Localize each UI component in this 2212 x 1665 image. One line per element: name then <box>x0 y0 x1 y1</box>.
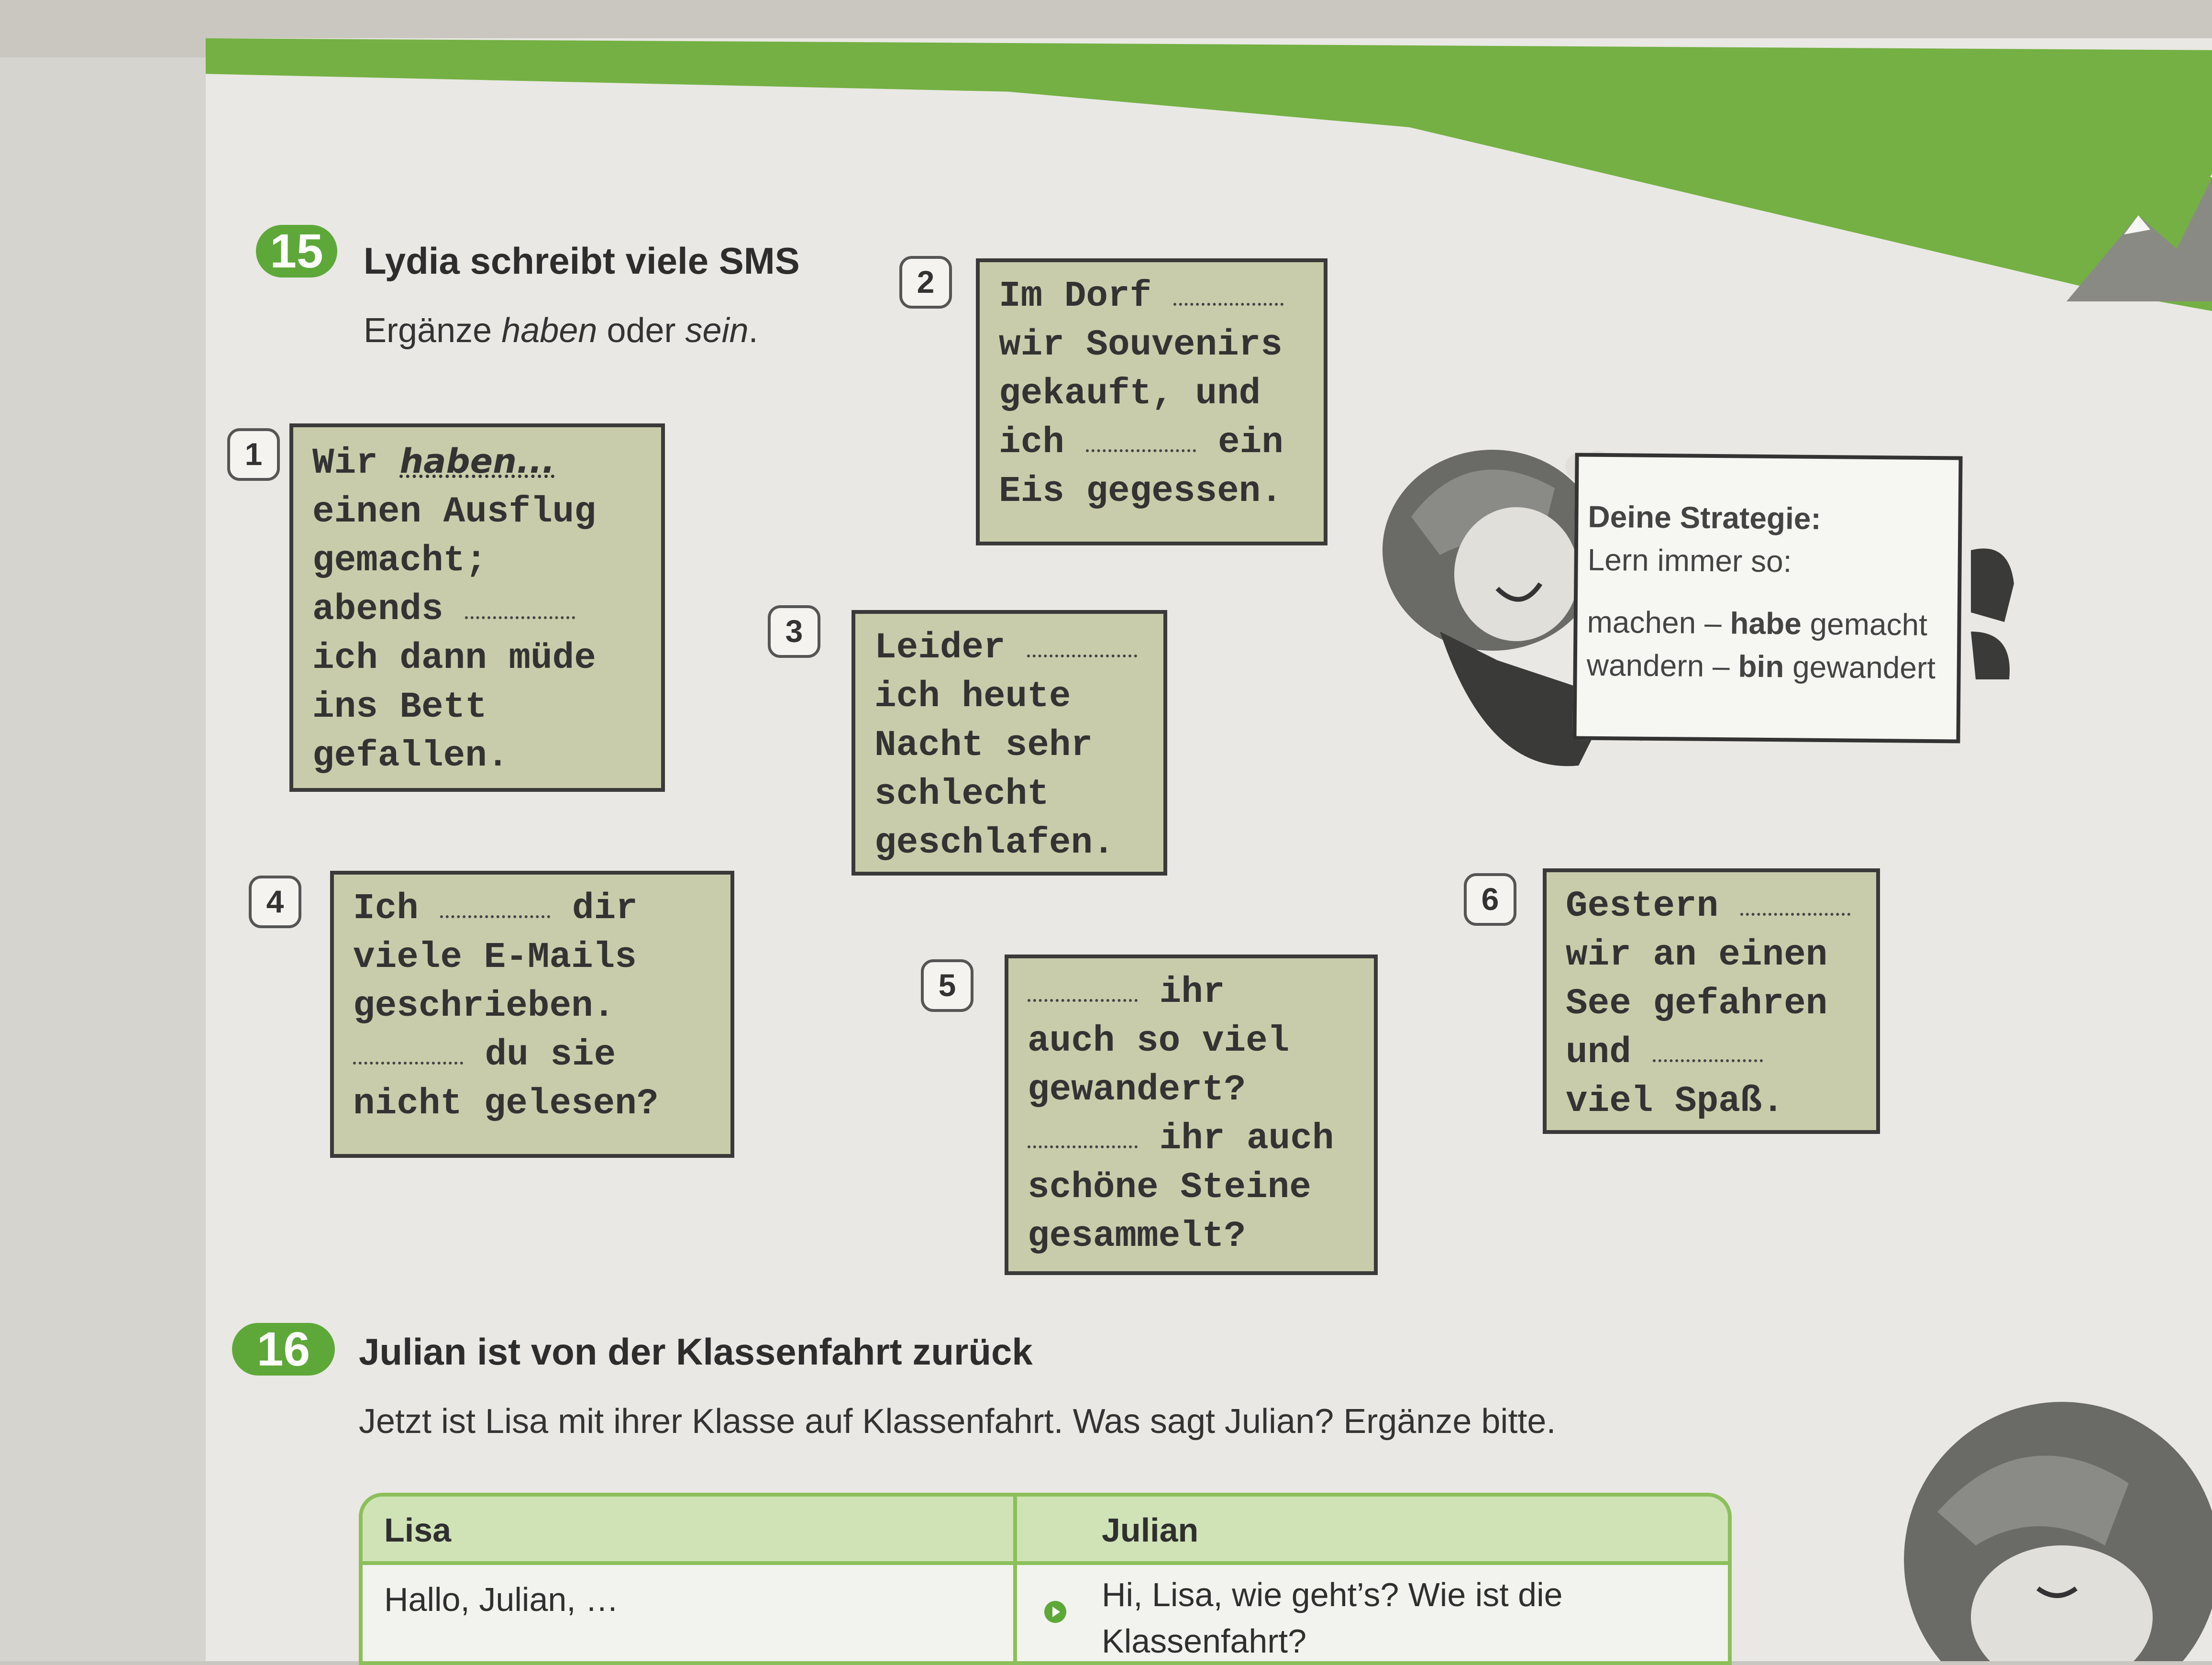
sms-number-badge: 5 <box>921 959 973 1012</box>
answer-blank[interactable] <box>1028 989 1138 1002</box>
sms-box-4: Ich dir viele E-Mails geschrieben. du sie nicht gelesen? <box>330 871 734 1158</box>
table-cell-lisa: Hallo, Julian, … <box>384 1581 619 1618</box>
sms-number-badge: 2 <box>899 256 952 309</box>
table-cell-julian-line1: Hi, Lisa, wie geht’s? Wie ist die <box>1102 1576 1563 1613</box>
answer-blank[interactable] <box>1740 903 1850 916</box>
sms-box-5: ihr auch so viel gewandert? ihr auch schöne Steine gesammelt? <box>1005 955 1378 1275</box>
girl-head-illustration <box>1880 1388 2212 1661</box>
filled-answer: haben... <box>399 442 555 481</box>
answer-blank[interactable] <box>1173 293 1283 306</box>
answer-blank[interactable] <box>1028 1136 1138 1148</box>
exercise-number-badge: 16 <box>232 1323 335 1376</box>
column-divider <box>1013 1497 1017 1661</box>
sms-number-badge: 6 <box>1464 873 1516 926</box>
answer-blank[interactable] <box>440 906 550 918</box>
strategy-title: Deine Strategie: <box>1588 499 1822 536</box>
exercise-instruction: Jetzt ist Lisa mit ihrer Klasse auf Klassenfahrt. Was sagt Julian? Ergänze bitte. <box>359 1402 1556 1441</box>
dialogue-table <box>359 1493 1732 1665</box>
exercise-title: Julian ist von der Klassenfahrt zurück <box>359 1331 1033 1373</box>
strategy-subtitle: Lern immer so: <box>1587 542 1792 579</box>
mountain-icon <box>2067 144 2212 301</box>
row-divider <box>363 1561 1728 1565</box>
table-cell-julian-line2: Klassenfahrt? <box>1102 1622 1307 1660</box>
answer-blank[interactable] <box>1653 1050 1763 1062</box>
sms-box-6: Gestern wir an einen See gefahren und viel Spaß. <box>1543 868 1880 1134</box>
left-page-edge <box>0 57 210 1661</box>
answer-blank[interactable] <box>1086 440 1196 452</box>
exercise-number-badge: 15 <box>256 225 337 278</box>
sms-number-badge: 1 <box>227 428 280 481</box>
answer-blank[interactable] <box>465 607 575 619</box>
sms-number-badge: 4 <box>249 876 301 928</box>
exercise-instruction: Ergänze haben oder sein. <box>364 311 758 350</box>
header-lisa: Lisa <box>384 1511 452 1549</box>
sms-number-badge: 3 <box>768 605 820 658</box>
header-julian: Julian <box>1102 1511 1199 1549</box>
play-bullet-icon <box>1044 1601 1066 1623</box>
sms-box-2: Im Dorf wir Souvenirs gekauft, und ich ein Eis gegessen. <box>976 258 1327 545</box>
strategy-example-1: machen – habe gemacht <box>1587 604 1928 642</box>
strategy-example-2: wandern – bin gewandert <box>1586 647 1936 686</box>
exercise-title: Lydia schreibt viele SMS <box>364 240 800 282</box>
sms-box-3: Leider ich heute Nacht sehr schlecht geschlafen. <box>852 610 1167 876</box>
answer-blank[interactable] <box>353 1052 463 1065</box>
sms-box-1: Wir haben... einen Ausflug gemacht; abends ich dann müde ins Bett gefallen. <box>289 423 665 792</box>
table-header-row <box>363 1497 1728 1561</box>
strategy-sign <box>1572 453 1962 743</box>
answer-blank[interactable] <box>1027 645 1137 657</box>
